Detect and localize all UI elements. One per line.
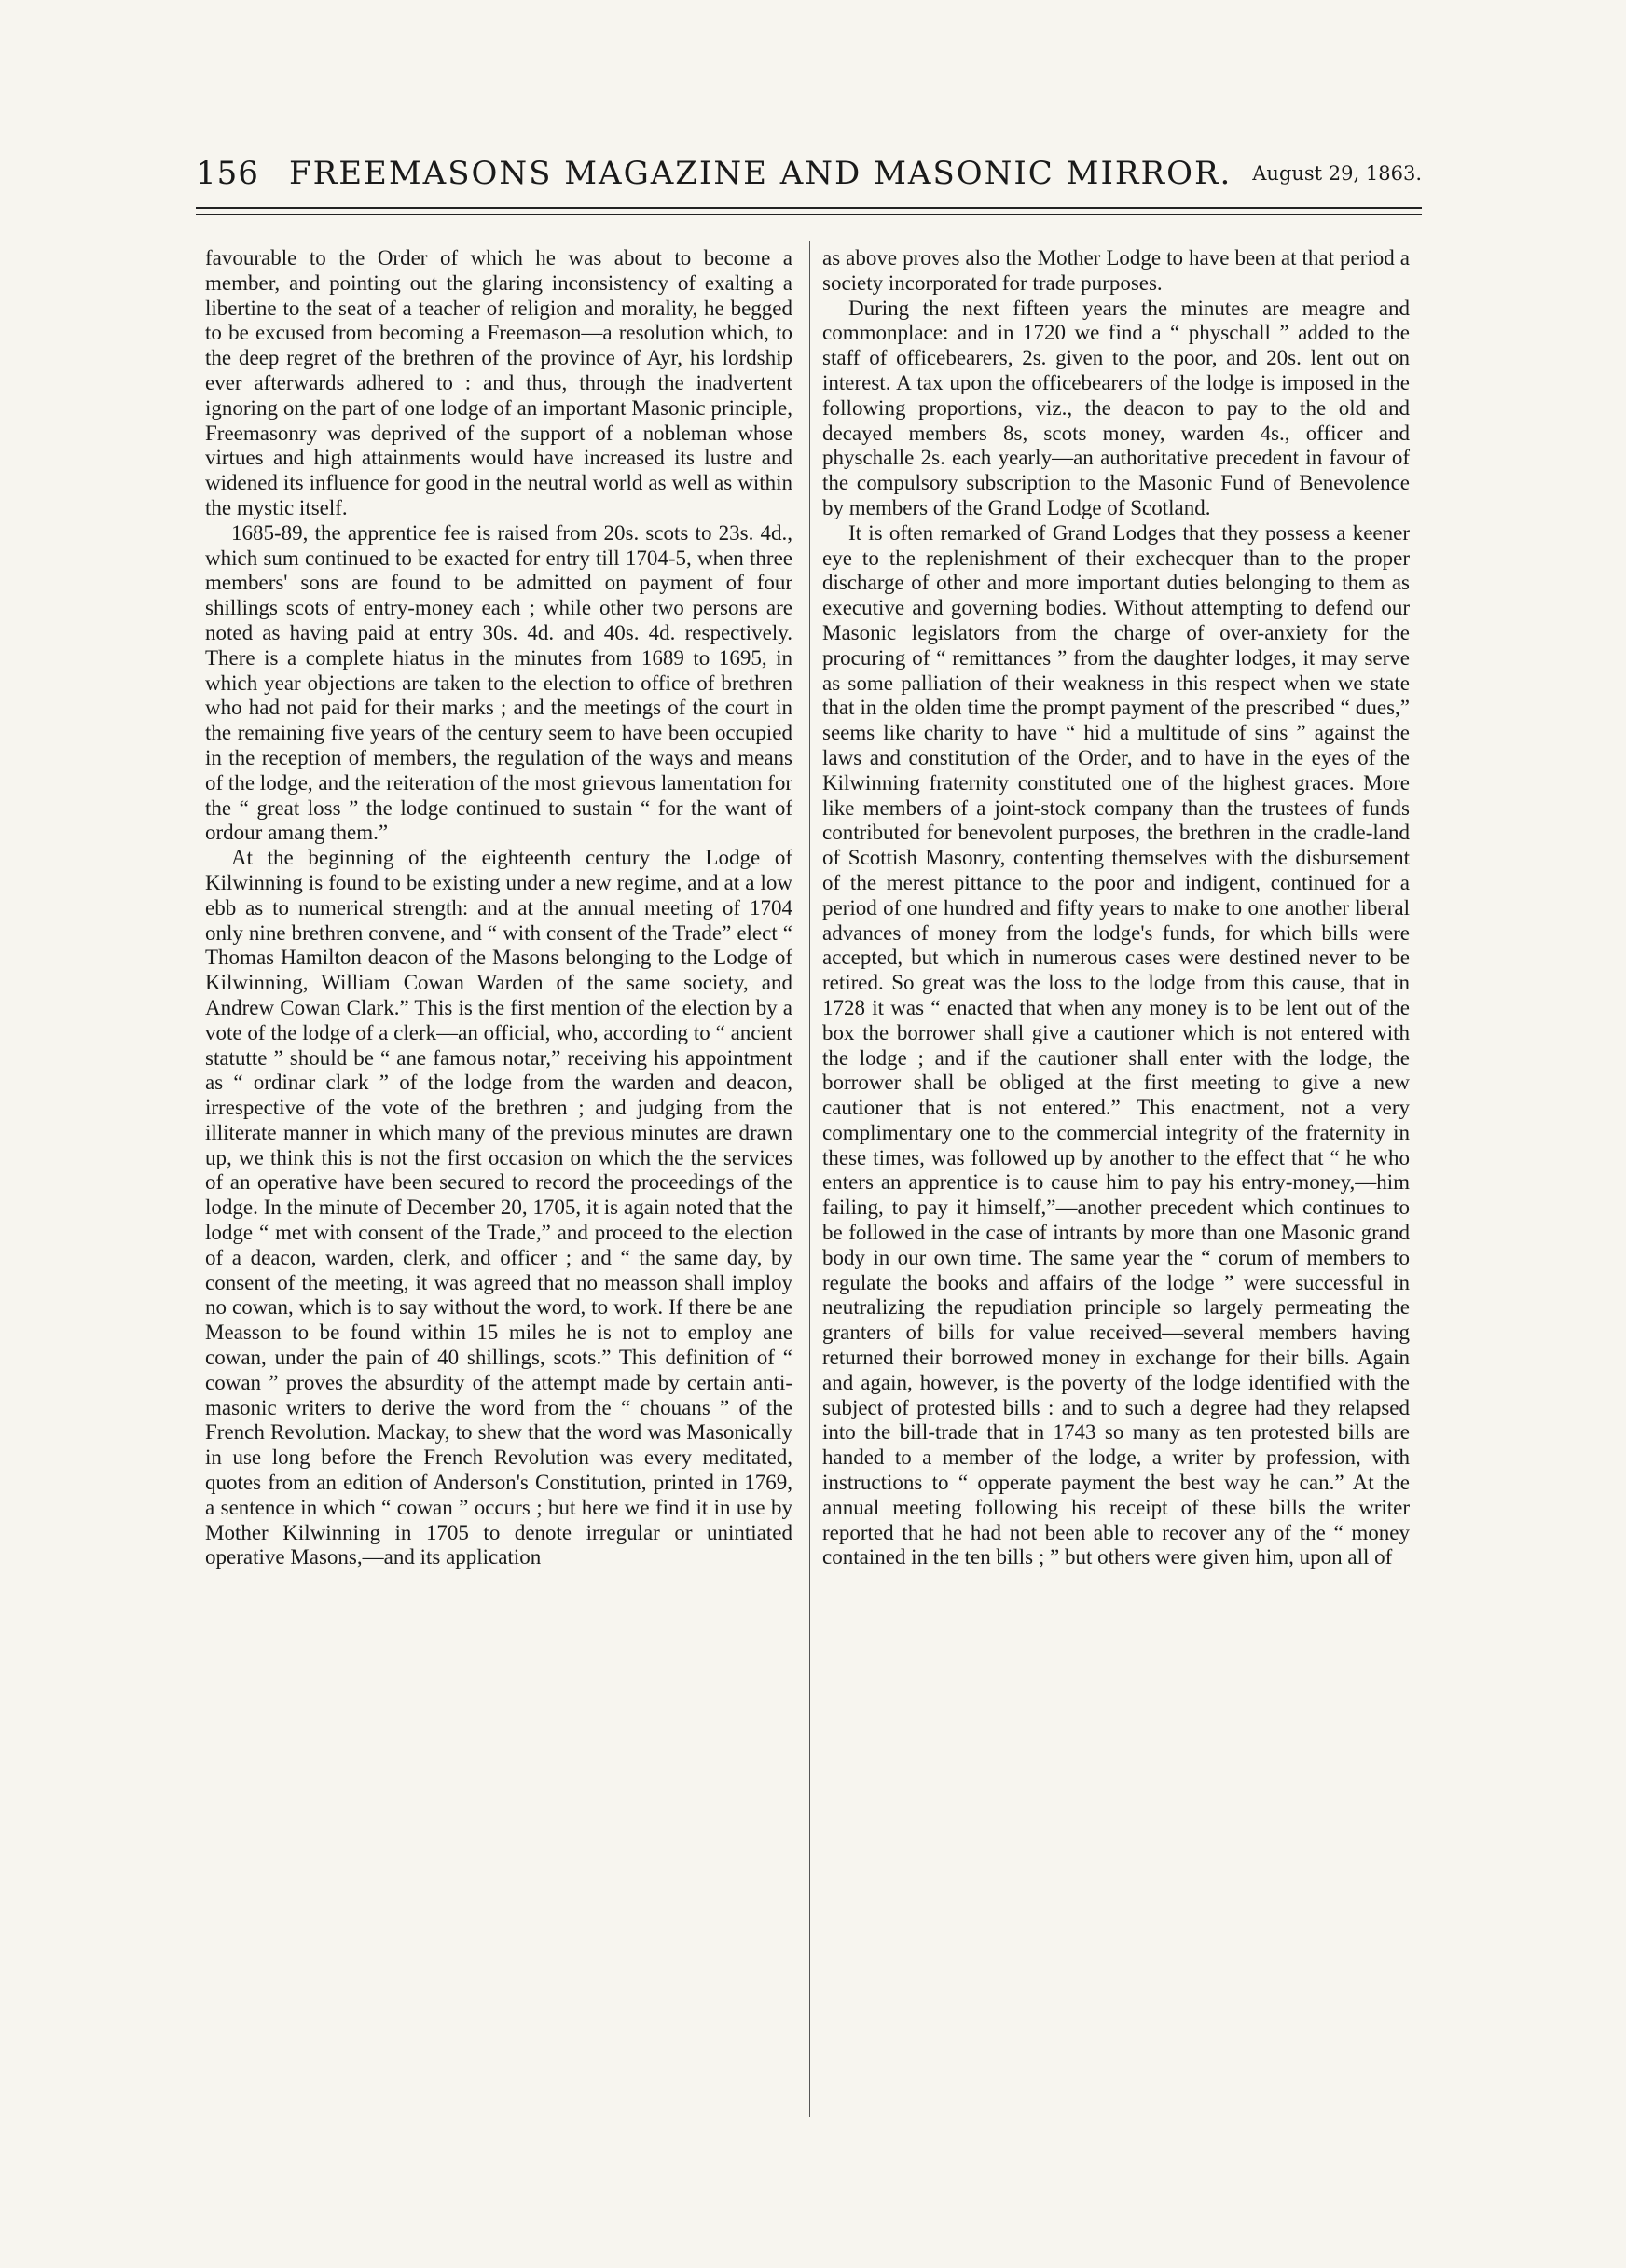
column-divider bbox=[809, 241, 810, 2117]
page-number: 156 bbox=[196, 155, 259, 192]
header-rule-thick bbox=[196, 207, 1422, 209]
paragraph: At the beginning of the eighteenth century the Lodge of Kilwinning is found to be existing under a new regime, and at a low ebb as to numerical strength: and at the annual meeting of 1704 only nine brethren convene, and “ with consent of the Trade” elect “ Thomas Hamilton deacon of the Masons belonging to the Lodge of Kilwinning, William Cowan Warden of the same society, and Andrew Cowan Clark.” This is the first mention of the election by a vote of the lodge of a clerk—an official, who, according to “ ancient statutte ” should be “ ane famous notar,” receiving his appointment as “ ordinar clark ” of the lodge from the warden and deacon, irrespective of the vote of the brethren ; and judging from the illiterate manner in which many of the previous minutes are drawn up, we think this is not the first occasion on which the the services of an operative have been secured to record the proceedings of the lodge. In the minute of December 20, 1705, it is again noted that the lodge “ met with consent of the Trade,” and proceed to the election of a deacon, warden, clerk, and officer ; and “ the same day, by consent of the meeting, it was agreed that no measson shall imploy no cowan, which is to say without the word, to work. If there be ane Measson to be found within 15 miles he is not to employ ane cowan, under the pain of 40 shillings, scots.” This definition of “ cowan ” proves the absurdity of the attempt made by certain anti-masonic writers to derive the word from the “ chouans ” of the French Revolution. Mackay, to shew that the word was Masonically in use long before the French Revolution was every meditated, quotes from an edition of Anderson's Constitution, printed in 1769, a sentence in which “ cowan ” occurs ; but here we find it in use by Mother Kilwinning in 1705 to denote irregular or unintiated operative Masons,—and its application bbox=[205, 846, 792, 1570]
paragraph: It is often remarked of Grand Lodges that they possess a keener eye to the replenishment of their exchecquer than to the proper discharge of other and more important duties belonging to them as executive and governing bodies. Without attempting to defend our Masonic legislators from the charge of over-anxiety for the procuring of “ remittances ” from the daughter lodges, it may serve as some palliation of their weakness in this respect when we state that in the olden time the prompt payment of the prescribed “ dues,” seems like charity to have “ hid a multitude of sins ” against the laws and constitution of the Order, and to have in the eyes of the Kilwinning fraternity constituted one of the highest graces. More like members of a joint-stock company than the trustees of funds contributed for benevolent purposes, the brethren in the cradle-land of Scottish Masonry, contenting themselves with the disbursement of the merest pittance to the poor and indigent, continued for a period of one hundred and fifty years to make to one another liberal advances of money from the lodge's funds, for which bills were accepted, but which in numerous cases were destined never to be retired. So great was the loss to the lodge from this cause, that in 1728 it was “ enacted that when any money is to be lent out of the box the borrower shall give a cautioner which is not entered with the lodge ; and if the cautioner shall enter with the lodge, the borrower shall be obliged at the first meeting to give a new cautioner that is not entered.” This enactment, not a very complimentary one to the commercial integrity of the fraternity in these times, was followed up by another to the effect that “ he who enters an apprentice is to cause him to pay his entry-money,—him failing, to pay it himself,”—another precedent which continues to be followed in the case of intrants by more than one Masonic grand body in our own time. The same year the “ corum of members to regulate the books and affairs of the lodge ” were successful in neutralizing the repudiation principle so largely permeating the granters of bills for value received—several members having returned their borrowed money in exchange for their bills. Again and again, however, is the poverty of the lodge identified with the subject of protested bills : and to such a degree had they relapsed into the bill-trade that in 1743 so many as ten protested bills are handed to a member of the lodge, a writer by profession, with instructions to “ opperate payment the best way he can.” At the annual meeting following his receipt of these bills the writer reported that he had not been able to recover any of the “ money contained in the ten bills ; ” but others were given him, upon all of bbox=[822, 520, 1410, 1570]
header-rule-thin bbox=[196, 214, 1422, 215]
page-header bbox=[196, 147, 1422, 203]
masthead-title: FREEMASONS MAGAZINE AND MASONIC MIRROR. bbox=[289, 155, 1233, 192]
paragraph: During the next fifteen years the minutes are meagre and commonplace: and in 1720 we find a “ physchall ” added to the staff of officebearers, 2s. given to the poor, and 20s. lent out on interest. A tax upon the officebearers of the lodge is imposed in the following proportions, viz., the deacon to pay to the old and decayed members 8s, scots money, warden 4s., officer and physchalle 2s. each yearly—an authoritative precedent in favour of the compulsory subscription to the Masonic Fund of Benevolence by members of the Grand Lodge of Scotland. bbox=[822, 296, 1410, 519]
paragraph: as above proves also the Mother Lodge to have been at that period a society incorporated for trade purposes. bbox=[822, 246, 1410, 295]
left-column bbox=[205, 246, 792, 1570]
issue-date: August 29, 1863. bbox=[1252, 162, 1422, 185]
right-column bbox=[822, 246, 1410, 1570]
paragraph: favourable to the Order of which he was about to become a member, and pointing out the glaring inconsistency of exalting a libertine to the seat of a teacher of religion and morality, he begged to be excused from becoming a Freemason—a resolution which, to the deep regret of the brethren of the province of Ayr, his lordship ever afterwards adhered to : and thus, through the inadvertent ignoring on the part of one lodge of an important Masonic principle, Freemasonry was deprived of the support of a nobleman whose virtues and high attainments would have increased its lustre and widened its influence for good in the neutral world as well as within the mystic itself. bbox=[205, 246, 792, 519]
paragraph: 1685-89, the apprentice fee is raised from 20s. scots to 23s. 4d., which sum continued to be exacted for entry till 1704-5, when three members' sons are found to be admitted on payment of four shillings scots of entry-money each ; while other two persons are noted as having paid at entry 30s. 4d. and 40s. 4d. respectively. There is a complete hiatus in the minutes from 1689 to 1695, in which year objections are taken to the election to office of brethren who had not paid for their marks ; and the meetings of the court in the remaining five years of the century seem to have been occupied in the reception of members, the regulation of the ways and means of the lodge, and the reiteration of the most grievous lamentation for the “ great loss ” the lodge continued to sustain “ for the want of ordour amang them.” bbox=[205, 520, 792, 845]
